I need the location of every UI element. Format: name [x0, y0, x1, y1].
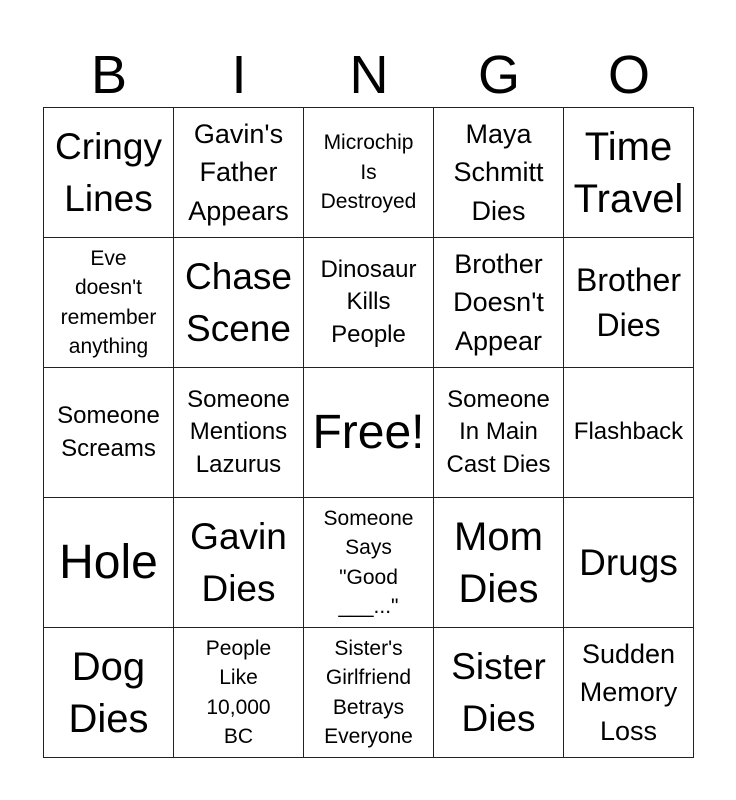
- cell-text: Gavin's Father Appears: [188, 119, 289, 226]
- cell-text: Sudden Memory Loss: [579, 639, 678, 746]
- bingo-cell[interactable]: [564, 628, 694, 758]
- cell-text: Free!: [312, 405, 425, 459]
- bingo-cell[interactable]: [564, 368, 694, 498]
- bingo-cell[interactable]: [174, 498, 304, 628]
- bingo-cell[interactable]: [44, 108, 174, 238]
- cell-text: Someone Screams: [57, 402, 160, 462]
- header-letter-n: N: [349, 45, 389, 105]
- cell-text: Microchip Is Destroyed: [320, 131, 417, 214]
- bingo-cell[interactable]: [174, 368, 304, 498]
- cell-text: Chase Scene: [185, 255, 292, 349]
- bingo-cell[interactable]: [304, 628, 434, 758]
- bingo-cell[interactable]: [304, 108, 434, 238]
- cell-text: Sister Dies: [451, 645, 546, 739]
- bingo-cell[interactable]: [44, 238, 174, 368]
- header-letter-b: B: [90, 45, 128, 105]
- bingo-cell[interactable]: [564, 108, 694, 238]
- cell-text: Sister's Girlfriend Betrays Everyone: [324, 636, 413, 748]
- cell-text: Someone Mentions Lazurus: [187, 385, 290, 478]
- cell-text: Gavin Dies: [190, 515, 287, 609]
- cell-text: Hole: [59, 535, 158, 589]
- bingo-cell[interactable]: [564, 238, 694, 368]
- bingo-cell[interactable]: [434, 368, 564, 498]
- cell-text: Dog Dies: [68, 644, 149, 741]
- bingo-cell[interactable]: [44, 498, 174, 628]
- bingo-cell[interactable]: [434, 238, 564, 368]
- header-letter-i: I: [231, 45, 247, 105]
- cell-text: Cringy Lines: [55, 125, 162, 219]
- bingo-cell[interactable]: [564, 498, 694, 628]
- bingo-cell[interactable]: [304, 238, 434, 368]
- cell-text: Mom Dies: [454, 514, 543, 611]
- cell-text: Someone In Main Cast Dies: [446, 385, 551, 478]
- header-letter-g: G: [477, 45, 520, 105]
- bingo-cell[interactable]: [434, 108, 564, 238]
- cell-text: Time Travel: [573, 124, 684, 221]
- cell-text: Brother Dies: [576, 261, 681, 343]
- cell-text: Drugs: [579, 541, 678, 583]
- cell-text: Maya Schmitt Dies: [453, 119, 544, 226]
- cell-text: Someone Says "Good ___...": [323, 506, 414, 618]
- cell-text: Brother Doesn't Appear: [453, 249, 544, 356]
- cell-text: Dinosaur Kills People: [320, 255, 417, 348]
- bingo-cell[interactable]: [174, 108, 304, 238]
- bingo-cell[interactable]: [44, 628, 174, 758]
- bingo-board: [43, 107, 694, 758]
- bingo-cell[interactable]: [304, 498, 434, 628]
- bingo-cell[interactable]: [434, 498, 564, 628]
- bingo-cell[interactable]: [434, 628, 564, 758]
- header-letter-o: O: [607, 45, 650, 105]
- bingo-cell-free[interactable]: [304, 368, 434, 498]
- bingo-cell[interactable]: [44, 368, 174, 498]
- bingo-cell[interactable]: [174, 238, 304, 368]
- cell-text: People Like 10,000 BC: [205, 636, 272, 748]
- cell-text: Eve doesn't remember anything: [60, 246, 157, 358]
- bingo-header: [44, 44, 694, 106]
- bingo-cell[interactable]: [174, 628, 304, 758]
- cell-text: Flashback: [573, 418, 684, 446]
